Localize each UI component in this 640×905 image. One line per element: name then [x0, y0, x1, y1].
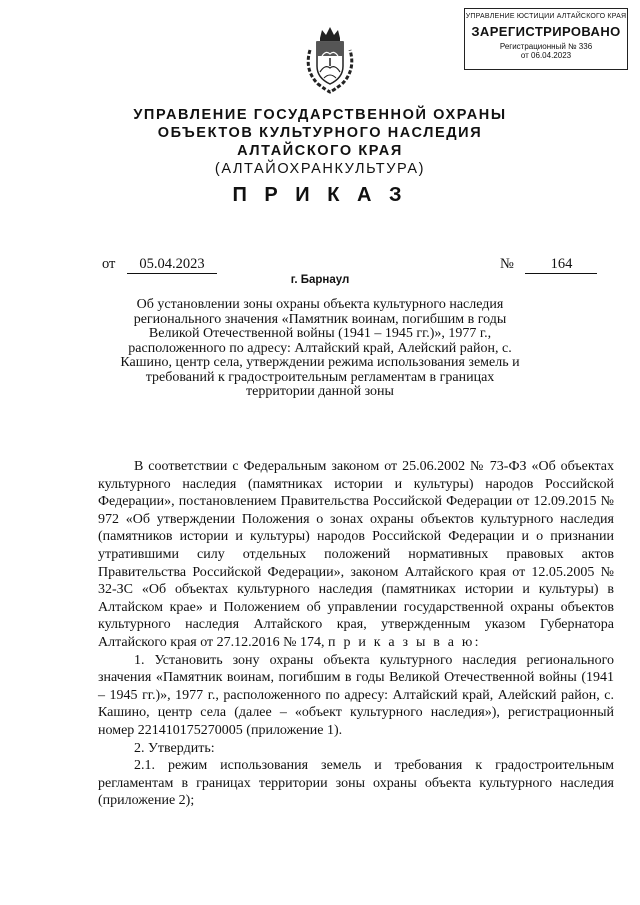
stamp-registered: ЗАРЕГИСТРИРОВАНО — [471, 23, 621, 39]
order-body — [98, 458, 614, 810]
number-block — [500, 256, 597, 274]
header-line-4: (АЛТАЙОХРАНКУЛЬТУРА) — [214, 161, 426, 177]
item-2: 2. Утвердить: — [134, 740, 215, 756]
number-label: № — [500, 256, 514, 272]
stamp-reg-date: от 06.04.2023 — [520, 50, 572, 60]
date-from-label: от — [102, 256, 116, 272]
order-word: п р и к а з ы в а ю: — [328, 634, 481, 650]
order-number: 164 — [525, 256, 597, 274]
order-subject: Об установлении зоны охраны объекта культурного наследия регионального значения «Памятник воинам, погибшим в годы Великой Отечественной войны (1941 – 1945 гг.)», 1977 г., расположенного по адресу: Алтайский край, Алейский район, с. Кашино, центр села, утверждении режима использования земель и требований к градостроительным регламентам в границах территории данной зоны — [120, 297, 520, 399]
stamp-reg-number: Регистрационный № 336 — [499, 41, 593, 51]
city: г. Барнаул — [290, 274, 350, 286]
altai-krai-coat-of-arms-icon — [300, 22, 360, 94]
order-date: 05.04.2023 — [127, 256, 217, 274]
item-1: 1. Установить зону охраны объекта культурного наследия регионального значения «Памятник воинам, погибшим в годы Великой Отечественной войны (1941 – 1945 гг.)», 1977 г., расположенного по адресу: Алтайский край, Алейский район, с. Кашино, центр села (далее – «объект культурного наследия»), регистрационный номер 221410175270005 (приложение 1). — [98, 652, 614, 738]
item-2-1: 2.1. режим использования земель и требования к градостроительным регламентам в границах территории зоны охраны объекта культурного наследия (приложение 2); — [98, 758, 614, 809]
registration-stamp — [464, 8, 628, 70]
header-line-3: АЛТАЙСКОГО КРАЯ — [237, 143, 403, 159]
header-line-2: ОБЪЕКТОВ КУЛЬТУРНОГО НАСЛЕДИЯ — [157, 125, 483, 141]
date-block — [102, 256, 217, 274]
order-title: П Р И К А З — [232, 184, 408, 206]
preamble-text: В соответствии с Федеральным законом от 25.06.2002 № 73-ФЗ «Об объектах культурного наследия (памятниках истории и культуры) народов Российской Федерации», постановлением Правительства Российской Федерации от 12.09.2015 № 972 «Об утверждении Положения о зонах охраны объектов культурного наследия (памятников истории и культуры) народов Российской Федерации и о признании утратившими силу отдельных положений нормативных правовых актов Правительства Российской Федерации», законом Алтайского края от 12.05.2005 № 32-ЗС «Об объектах культурного наследия (памятниках истории и культуры) в Алтайском крае» и Положением об управлении государственной охраны объектов культурного наследия Алтайского края, утвержденным указом Губернатора Алтайского края от 27.12.2016 № 174, — [98, 459, 614, 650]
header-line-1: УПРАВЛЕНИЕ ГОСУДАРСТВЕННОЙ ОХРАНЫ — [133, 107, 507, 123]
preamble-paragraph — [98, 458, 614, 652]
stamp-department: УПРАВЛЕНИЕ ЮСТИЦИИ АЛТАЙСКОГО КРАЯ — [465, 13, 627, 20]
